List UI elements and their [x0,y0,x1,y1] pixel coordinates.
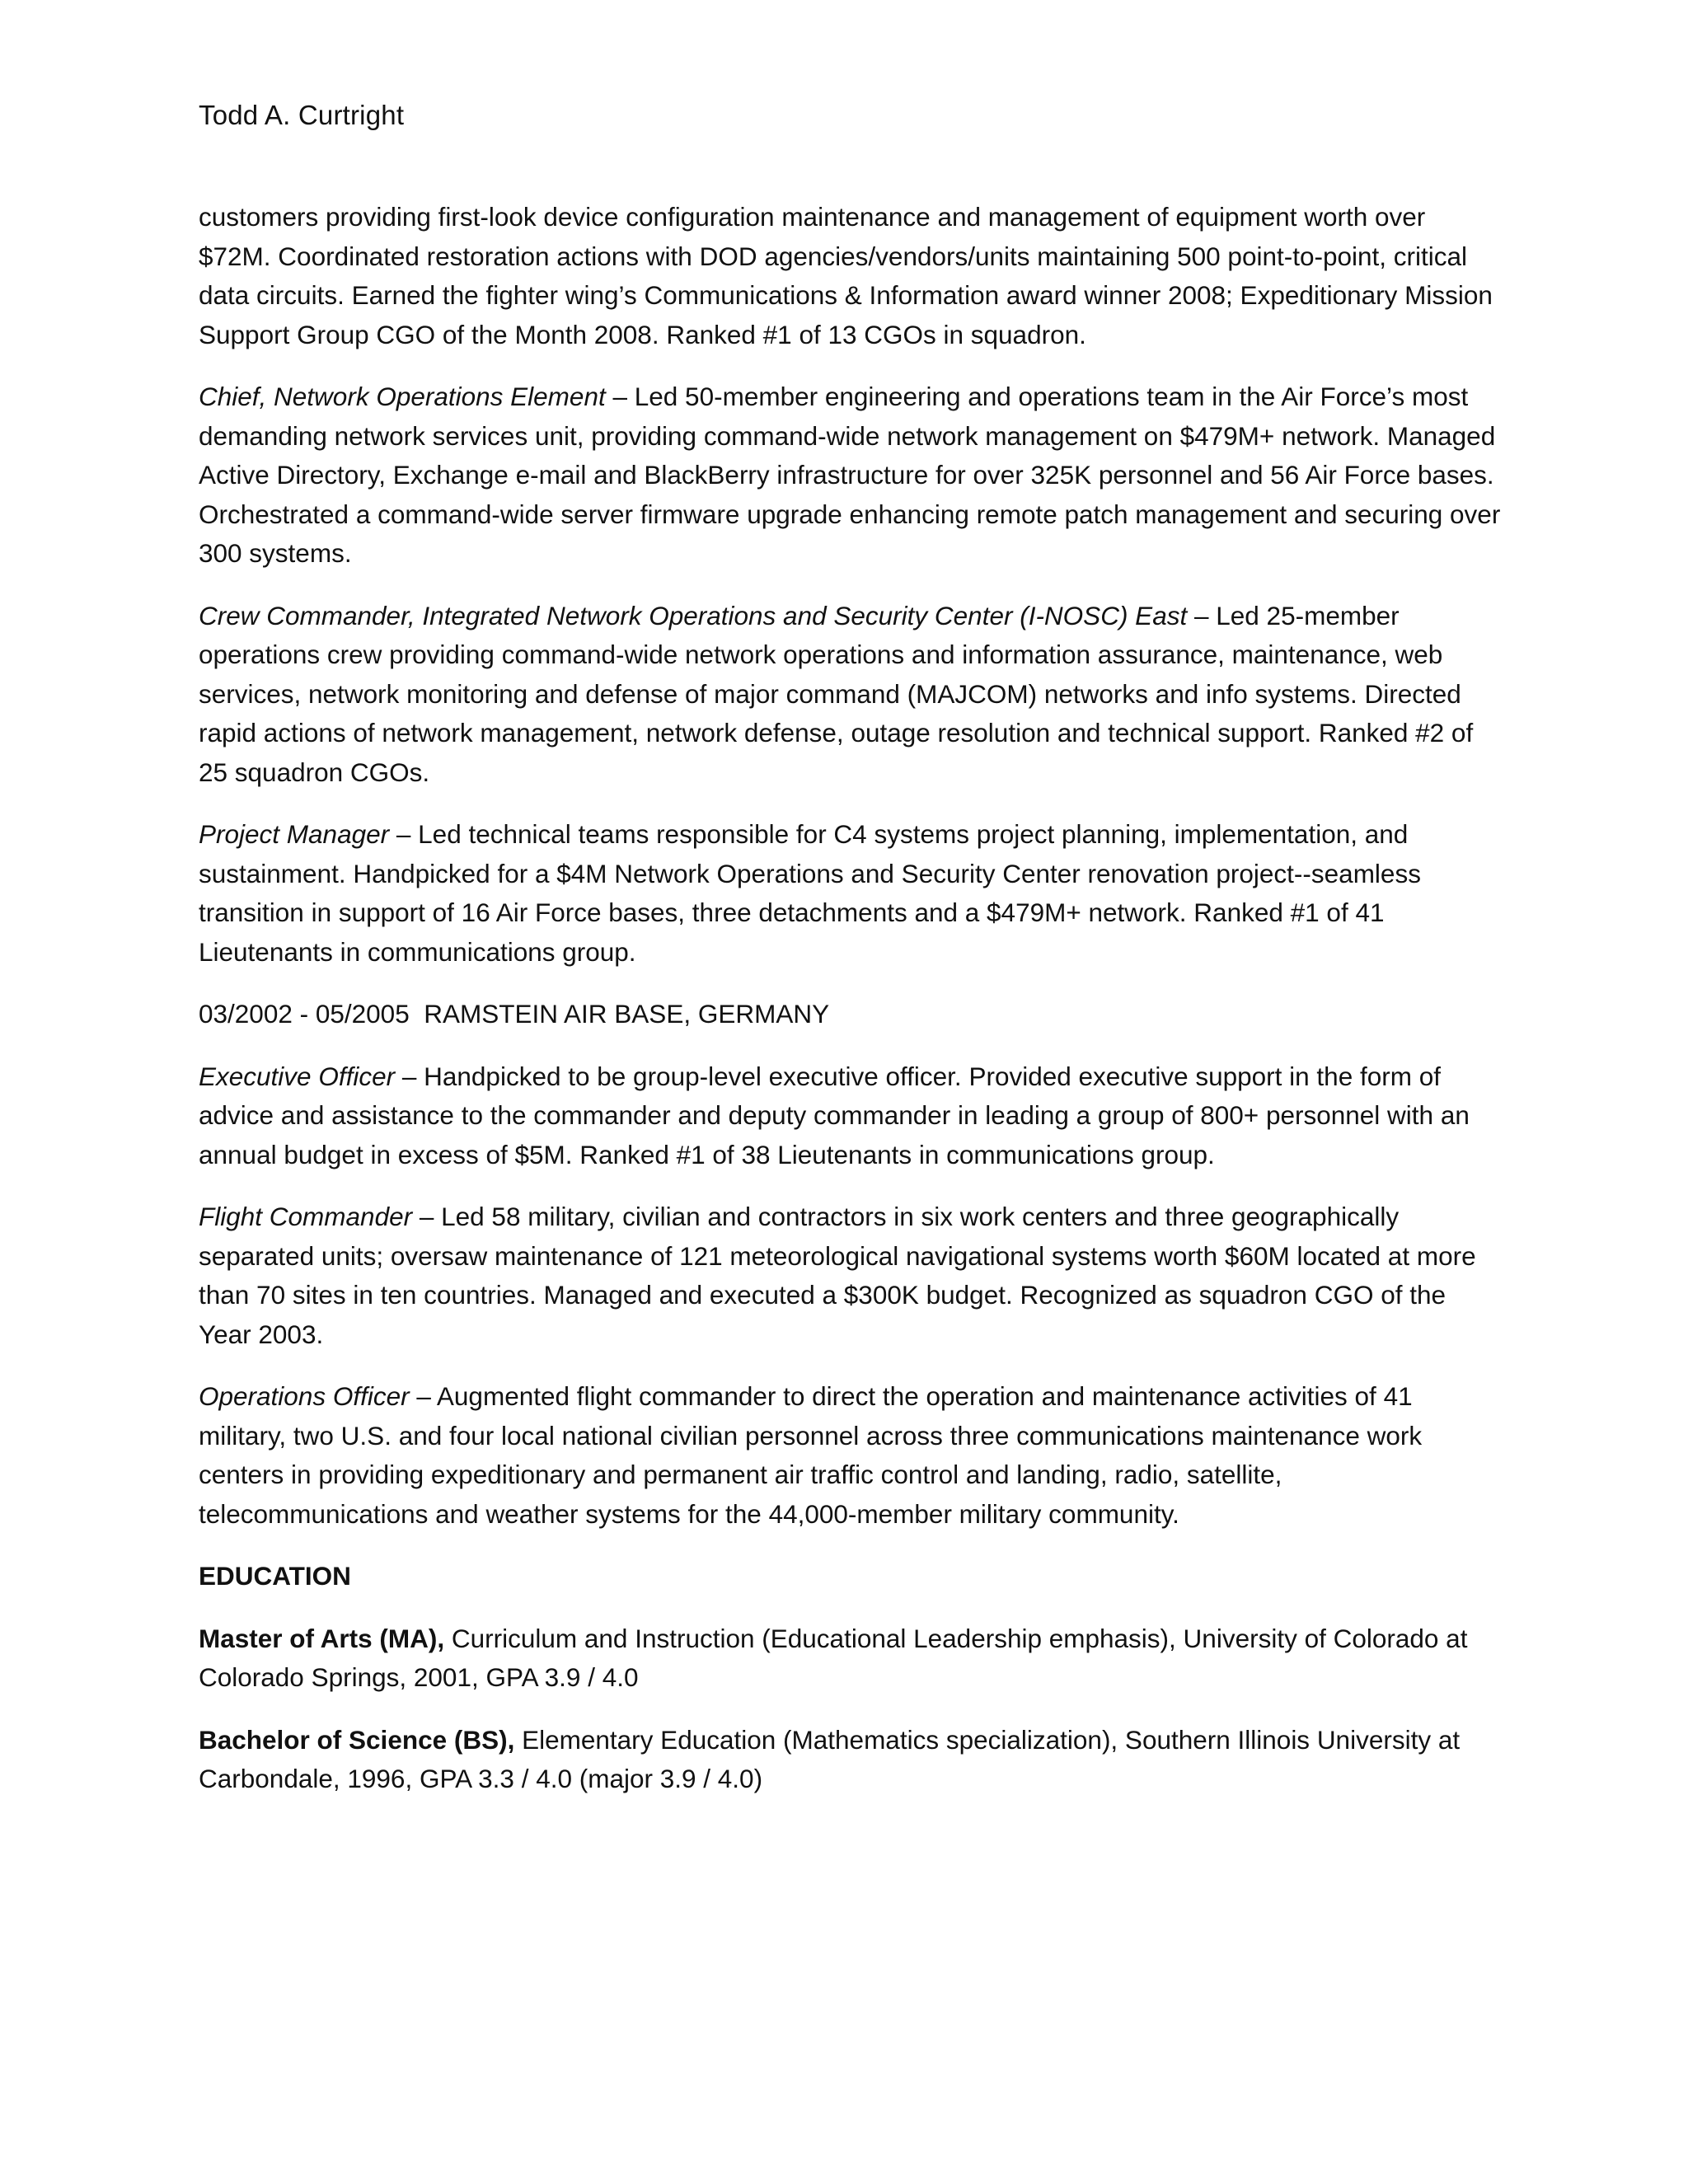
degree-name: Master of Arts (MA), [199,1623,445,1653]
experience-paragraph-chief-network-operations [199,377,1501,574]
role-separator: – [412,1202,442,1231]
education-heading: EDUCATION [199,1561,351,1591]
experience-paragraph-project-manager [199,815,1501,972]
degree-details: Elementary Education (Mathematics specialization), Southern Illinois University at Carbondale, 1996, GPA 3.3 / 4.0 (major 3.9 / 4.0) [199,1724,1461,1793]
resume-body [199,198,1501,1822]
assignment-line [199,995,1501,1034]
assignment-dates: 03/2002 - 05/2005 [199,999,410,1029]
paragraph-text: Led 58 military, civilian and contractors in six work centers and three geographically separated units; oversaw maintenance of 121 meteorological navigational systems worth $60M located at more than 70 sites in ten countries. Managed and executed a $300K budget. Recognized as squadron CGO of the Year 2003. [199,1202,1476,1349]
role-title: Chief, Network Operations Element [199,382,606,411]
page-header-name: Todd A. Curtright [199,100,405,130]
paragraph-text: Augmented flight commander to direct the operation and maintenance activities of 41 military, two U.S. and four local national civilian personnel across three communications maintenance work centers in providing expeditionary and permanent air traffic control and landing, radio, satellite, telecommunications and weather systems for the 44,000-member military community. [199,1381,1423,1529]
role-separator: – [395,1061,424,1091]
degree-name: Bachelor of Science (BS), [199,1724,515,1755]
paragraph-text: customers providing first-look device configuration maintenance and management of equipment worth over $72M. Coordinated restoration actions with DOD agencies/vendors/units maintaining 500 point-to-point, critical data circuits. Earned the fighter wing’s Communications & Information award winner 2008; Expeditionary Mission Support Group CGO of the Month 2008. Ranked #1 of 13 CGOs in squadron. [199,202,1493,349]
education-entry-masters [199,1619,1501,1698]
paragraph-text: Led 25-member operations crew providing command-wide network operations and information assurance, maintenance, web services, network monitoring and defense of major command (MAJCOM) networks and info systems. Directed rapid actions of network management, network defense, outage resolution and technical support. Ranked #2 of 25 squadron CGOs. [199,600,1474,787]
role-title: Executive Officer [199,1061,396,1091]
role-separator: – [389,819,419,849]
role-title: Project Manager [199,819,390,849]
paragraph-text: Led technical teams responsible for C4 systems project planning, implementation, and sustainment. Handpicked for a $4M Network Operations and Security Center renovation project--seamless transition in support of 16 Air Force bases, three detachments and a $479M+ network. Ranked #1 of 41 Lieutenants in communications group. [199,819,1421,967]
role-separator: – [409,1381,437,1411]
role-separator: – [1187,600,1217,630]
experience-paragraph-executive-officer [199,1057,1501,1175]
role-title: Operations Officer [199,1381,410,1411]
experience-paragraph-flight-commander [199,1197,1501,1354]
paragraph-text: Handpicked to be group-level executive officer. Provided executive support in the form of advice and assistance to the commander and deputy commander in leading a group of 800+ personnel with an annual budget in excess of $5M. Ranked #1 of 38 Lieutenants in communications group. [199,1061,1470,1169]
experience-paragraph-continued [199,198,1501,354]
role-separator: – [605,382,635,411]
experience-paragraph-crew-commander [199,597,1501,793]
experience-paragraph-operations-officer [199,1377,1501,1534]
paragraph-text: Led 50-member engineering and operations team in the Air Force’s most demanding network services unit, providing command-wide network management on $479M+ network. Managed Active Directory, Exchange e-mail and BlackBerry infrastructure for over 325K personnel and 56 Air Force bases. Orchestrated a command-wide server firmware upgrade enhancing remote patch management and securing over 300 systems. [199,382,1501,568]
assignment-location: RAMSTEIN AIR BASE, GERMANY [424,999,830,1029]
role-title: Crew Commander, Integrated Network Operations and Security Center (I-NOSC) East [199,600,1188,630]
degree-details: Curriculum and Instruction (Educational Leadership emphasis), University of Colorado at Colorado Springs, 2001, GPA 3.9 / 4.0 [199,1623,1468,1692]
education-entry-bachelors [199,1721,1501,1799]
role-title: Flight Commander [199,1202,413,1231]
